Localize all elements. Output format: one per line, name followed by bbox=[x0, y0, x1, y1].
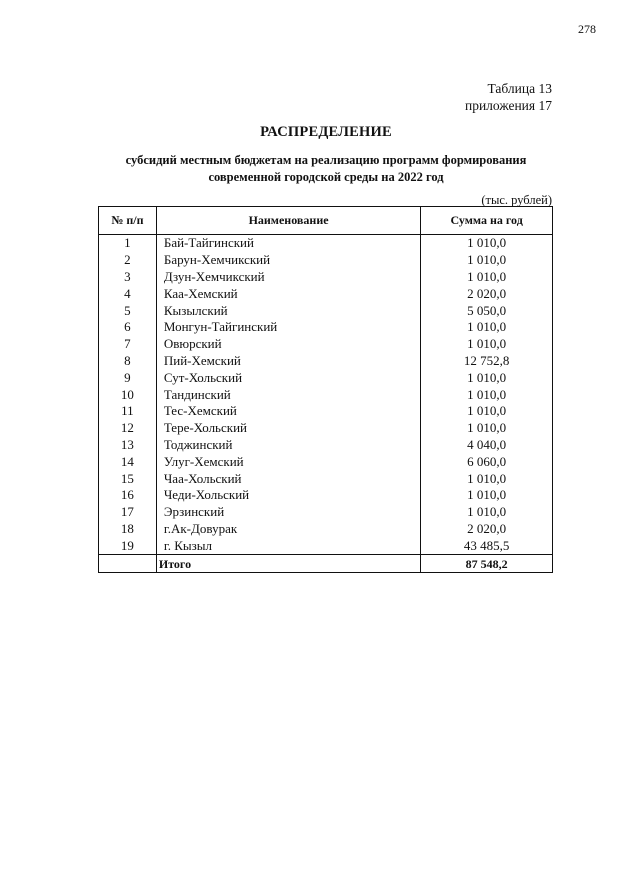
distribution-table bbox=[98, 206, 553, 573]
header-number: № п/п bbox=[99, 207, 157, 235]
document-subtitle bbox=[0, 152, 640, 186]
row-amount: 2 020,0 bbox=[421, 285, 553, 302]
table-row bbox=[99, 537, 553, 554]
row-name: Тере-Хольский bbox=[156, 420, 420, 437]
table-row bbox=[99, 504, 553, 521]
table-row bbox=[99, 319, 553, 336]
row-number: 14 bbox=[99, 453, 157, 470]
row-amount: 1 010,0 bbox=[421, 252, 553, 269]
row-name: г. Кызыл bbox=[156, 537, 420, 554]
header-row bbox=[99, 207, 553, 235]
row-number: 4 bbox=[99, 285, 157, 302]
row-name: Дзун-Хемчикский bbox=[156, 269, 420, 286]
total-number-cell bbox=[99, 555, 157, 573]
row-name: Барун-Хемчикский bbox=[156, 252, 420, 269]
table-row bbox=[99, 437, 553, 454]
row-number: 15 bbox=[99, 470, 157, 487]
appendix-label: приложения 17 bbox=[464, 98, 552, 113]
row-name: Монгун-Тайгинский bbox=[156, 319, 420, 336]
row-number: 5 bbox=[99, 302, 157, 319]
table-row bbox=[99, 302, 553, 319]
table-reference bbox=[465, 80, 552, 114]
row-number: 9 bbox=[99, 369, 157, 386]
subtitle-line-1: субсидий местным бюджетам на реализацию программ формирования bbox=[125, 153, 527, 167]
document-title: РАСПРЕДЕЛЕНИЕ bbox=[260, 124, 392, 140]
row-number: 10 bbox=[99, 386, 157, 403]
table-label: Таблица 13 bbox=[487, 81, 552, 96]
row-amount: 5 050,0 bbox=[421, 302, 553, 319]
row-number: 3 bbox=[99, 269, 157, 286]
table-row bbox=[99, 369, 553, 386]
row-number: 7 bbox=[99, 336, 157, 353]
row-amount: 43 485,5 bbox=[421, 537, 553, 554]
row-name: Улуг-Хемский bbox=[156, 453, 420, 470]
row-number: 18 bbox=[99, 521, 157, 538]
row-name: г.Ак-Довурак bbox=[156, 521, 420, 538]
row-amount: 1 010,0 bbox=[421, 403, 553, 420]
row-name: Тандинский bbox=[156, 386, 420, 403]
row-number: 13 bbox=[99, 437, 157, 454]
total-amount: 87 548,2 bbox=[421, 555, 553, 573]
row-name: Овюрский bbox=[156, 336, 420, 353]
row-amount: 1 010,0 bbox=[421, 369, 553, 386]
table-row bbox=[99, 521, 553, 538]
table-body bbox=[99, 235, 553, 573]
row-amount: 1 010,0 bbox=[421, 235, 553, 252]
row-amount: 1 010,0 bbox=[421, 504, 553, 521]
units-note: (тыс. рублей) bbox=[481, 193, 552, 207]
row-name: Эрзинский bbox=[156, 504, 420, 521]
row-name: Кызылский bbox=[156, 302, 420, 319]
row-amount: 1 010,0 bbox=[421, 420, 553, 437]
table-row bbox=[99, 420, 553, 437]
row-amount: 1 010,0 bbox=[421, 386, 553, 403]
table-row bbox=[99, 269, 553, 286]
table-row bbox=[99, 470, 553, 487]
row-name: Бай-Тайгинский bbox=[156, 235, 420, 252]
row-number: 11 bbox=[99, 403, 157, 420]
table-row bbox=[99, 403, 553, 420]
table-row bbox=[99, 252, 553, 269]
row-number: 16 bbox=[99, 487, 157, 504]
row-number: 1 bbox=[99, 235, 157, 252]
row-amount: 1 010,0 bbox=[421, 470, 553, 487]
row-number: 12 bbox=[99, 420, 157, 437]
header-name: Наименование bbox=[156, 207, 420, 235]
total-label: Итого bbox=[156, 555, 420, 573]
table-header bbox=[99, 207, 553, 235]
row-name: Каа-Хемский bbox=[156, 285, 420, 302]
table-row bbox=[99, 453, 553, 470]
row-amount: 12 752,8 bbox=[421, 353, 553, 370]
table-row bbox=[99, 386, 553, 403]
header-amount: Сумма на год bbox=[421, 207, 553, 235]
row-amount: 1 010,0 bbox=[421, 319, 553, 336]
row-name: Чеди-Хольский bbox=[156, 487, 420, 504]
row-amount: 1 010,0 bbox=[421, 269, 553, 286]
table-row bbox=[99, 235, 553, 252]
row-number: 17 bbox=[99, 504, 157, 521]
row-amount: 1 010,0 bbox=[421, 336, 553, 353]
row-name: Сут-Хольский bbox=[156, 369, 420, 386]
subtitle-line-2: современной городской среды на 2022 год bbox=[208, 170, 444, 184]
row-number: 19 bbox=[99, 537, 157, 554]
row-name: Тоджинский bbox=[156, 437, 420, 454]
row-name: Чаа-Хольский bbox=[156, 470, 420, 487]
row-number: 2 bbox=[99, 252, 157, 269]
row-amount: 2 020,0 bbox=[421, 521, 553, 538]
row-name: Пий-Хемский bbox=[156, 353, 420, 370]
row-number: 6 bbox=[99, 319, 157, 336]
table-row bbox=[99, 487, 553, 504]
row-amount: 1 010,0 bbox=[421, 487, 553, 504]
page-number: 278 bbox=[578, 22, 596, 36]
row-name: Тес-Хемский bbox=[156, 403, 420, 420]
table-row bbox=[99, 285, 553, 302]
row-amount: 6 060,0 bbox=[421, 453, 553, 470]
table-row bbox=[99, 353, 553, 370]
row-amount: 4 040,0 bbox=[421, 437, 553, 454]
total-row bbox=[99, 555, 553, 573]
row-number: 8 bbox=[99, 353, 157, 370]
table-row bbox=[99, 336, 553, 353]
